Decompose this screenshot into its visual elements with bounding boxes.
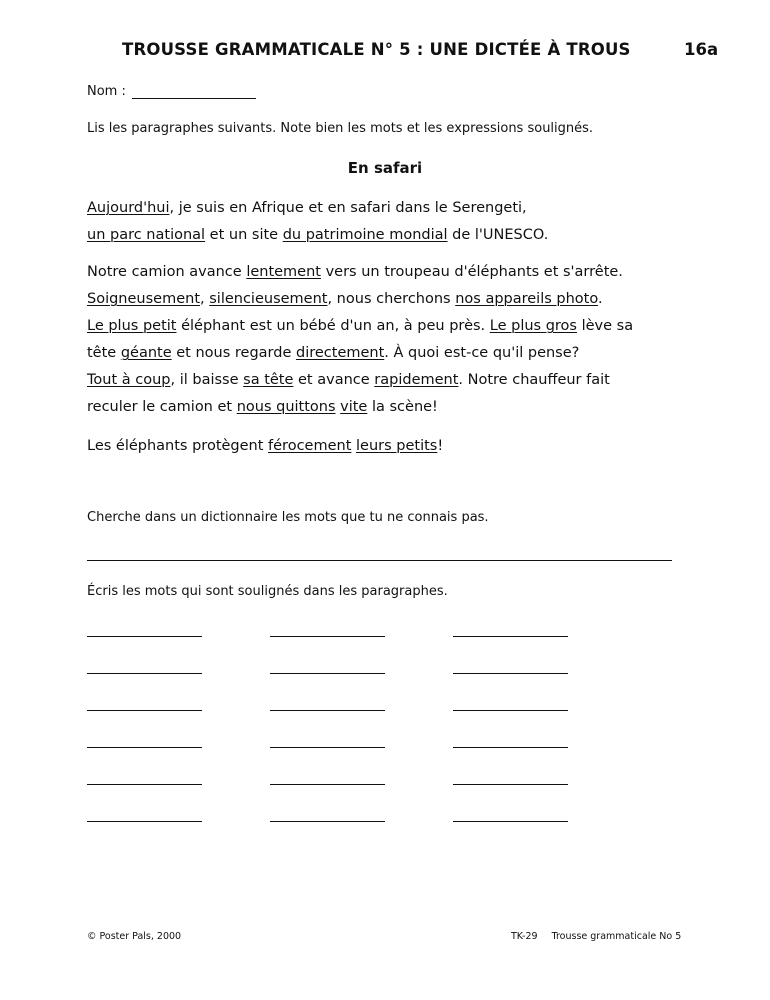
answer-blank[interactable]	[453, 636, 568, 637]
underlined-word: du patrimoine mondial	[282, 227, 448, 243]
answer-blank[interactable]	[453, 710, 568, 711]
text-segment: !	[437, 438, 444, 454]
text-segment: de l'UNESCO.	[447, 227, 549, 243]
name-blank[interactable]	[132, 85, 256, 99]
underlined-word: lentement	[246, 264, 321, 280]
underlined-word: Aujourd'hui	[87, 200, 170, 216]
underlined-word: Le plus petit	[87, 318, 177, 334]
footer-series-name: Trousse grammaticale No 5	[551, 931, 682, 942]
paragraph-line	[87, 259, 633, 286]
paragraph-line	[87, 195, 548, 222]
text-segment: . À quoi est-ce qu'il pense?	[384, 345, 580, 361]
underlined-word: Tout à coup	[87, 372, 171, 388]
text-segment: la scène!	[367, 399, 438, 415]
text-segment: lève sa	[576, 318, 634, 334]
name-label: Nom :	[87, 84, 126, 99]
underlined-word: nos appareils photo	[455, 291, 598, 307]
text-segment: , je suis en Afrique et en safari dans le Serengeti,	[169, 200, 527, 216]
text-segment: ,	[200, 291, 210, 307]
paragraph-line	[87, 313, 633, 340]
paragraph-line	[87, 367, 633, 394]
paragraph-2	[87, 259, 633, 421]
text-segment: vers un troupeau d'éléphants et s'arrête.	[320, 264, 623, 280]
answer-blank[interactable]	[87, 673, 202, 674]
answer-blank[interactable]	[453, 673, 568, 674]
page-number: 16a	[684, 40, 719, 59]
text-segment: tête	[87, 345, 121, 361]
text-segment: et avance	[293, 372, 375, 388]
underlined-word: férocement	[268, 438, 352, 454]
answer-blank[interactable]	[270, 710, 385, 711]
paragraph-line	[87, 340, 633, 367]
footer-code: TK-29	[511, 931, 538, 942]
underlined-word: sa tête	[243, 372, 294, 388]
underlined-word: Soigneusement	[87, 291, 201, 307]
underlined-word: un parc national	[87, 227, 206, 243]
answer-blank[interactable]	[453, 784, 568, 785]
page-title: TROUSSE GRAMMATICALE N° 5 : UNE DICTÉE À TROUS	[122, 40, 631, 59]
answer-blank[interactable]	[453, 747, 568, 748]
answer-blank[interactable]	[87, 636, 202, 637]
text-segment: Notre camion avance	[87, 264, 247, 280]
answer-blank[interactable]	[270, 636, 385, 637]
text-segment: éléphant est un bébé d'un an, à peu près.	[176, 318, 490, 334]
reading-instruction: Lis les paragraphes suivants. Note bien les mots et les expressions soulignés.	[87, 121, 594, 136]
paragraph-line	[87, 222, 548, 249]
underlined-word: directement	[295, 345, 385, 361]
answer-blank[interactable]	[87, 747, 202, 748]
text-segment: reculer le camion et	[87, 399, 237, 415]
underlined-word: vite	[340, 399, 368, 415]
underlined-word: leurs petits	[356, 438, 438, 454]
dictionary-instruction: Cherche dans un dictionnaire les mots que tu ne connais pas.	[87, 510, 489, 525]
answer-blank[interactable]	[87, 710, 202, 711]
answer-blank[interactable]	[270, 673, 385, 674]
footer-copyright: © Poster Pals, 2000	[87, 931, 182, 942]
answer-blank[interactable]	[87, 784, 202, 785]
writing-instruction: Écris les mots qui sont soulignés dans les paragraphes.	[87, 584, 448, 599]
answer-blank[interactable]	[87, 821, 202, 822]
text-segment: et nous regarde	[171, 345, 296, 361]
footer-series	[511, 931, 695, 942]
answer-blank[interactable]	[453, 821, 568, 822]
paragraph-line	[87, 394, 633, 421]
paragraph-line	[87, 286, 633, 313]
text-segment: Les éléphants protègent	[87, 438, 269, 454]
paragraph-line	[87, 433, 443, 460]
story-title: En safari	[347, 159, 423, 177]
answer-blank[interactable]	[270, 821, 385, 822]
dictionary-answer-line[interactable]	[87, 560, 672, 561]
answer-blank[interactable]	[270, 784, 385, 785]
underlined-word: silencieusement	[209, 291, 328, 307]
text-segment: , nous cherchons	[327, 291, 456, 307]
paragraph-3	[87, 433, 443, 460]
underlined-word: rapidement	[374, 372, 459, 388]
paragraph-1	[87, 195, 548, 249]
text-segment: , il baisse	[170, 372, 244, 388]
text-segment: et un site	[205, 227, 283, 243]
name-field	[87, 84, 256, 99]
text-segment: .	[597, 291, 603, 307]
text-segment: . Notre chauffeur fait	[458, 372, 610, 388]
underlined-word: Le plus gros	[489, 318, 577, 334]
underlined-word: nous quittons	[236, 399, 336, 415]
answer-blank[interactable]	[270, 747, 385, 748]
underlined-word: géante	[120, 345, 172, 361]
